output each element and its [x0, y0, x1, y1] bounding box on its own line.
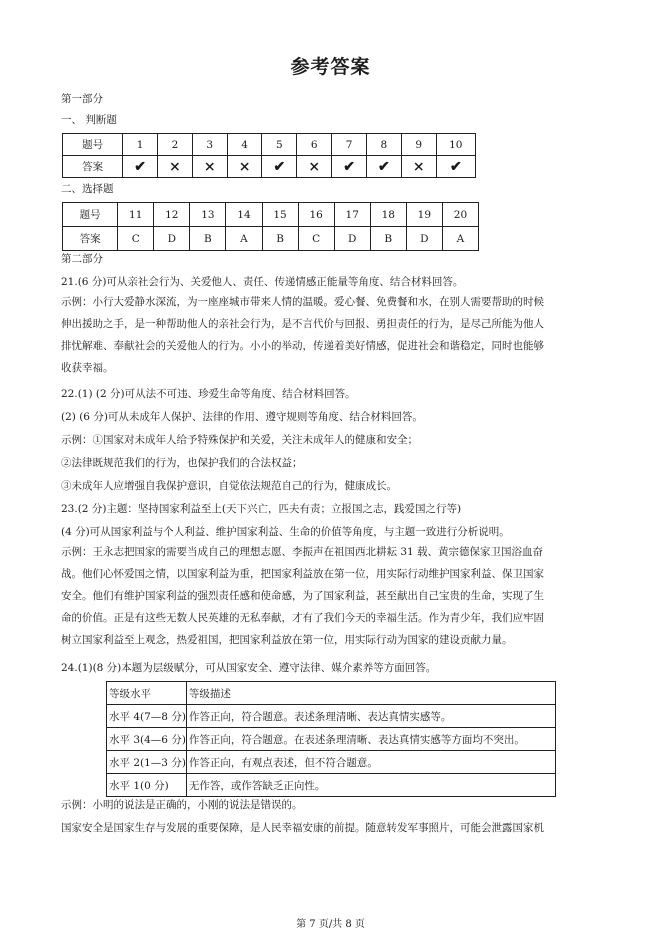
q23-line2: (4 分)可从国家利益与个人利益、维护国家利益、生命的价值等角度，与主题一致进行分析说明。: [61, 526, 510, 538]
table-row: [107, 774, 556, 797]
text-line: 安全。他们有维护国家利益的强烈责任感和使命感，为了国家利益，甚至献出自己宝贵的生命，实现了生: [61, 590, 544, 602]
answer-mark: ✔: [332, 156, 367, 178]
level-cell: 水平 2(1—3 分): [107, 751, 187, 774]
question-number: 16: [298, 203, 334, 227]
answer-letter: A: [442, 227, 478, 251]
part1-heading: 第一部分: [61, 93, 103, 105]
answer-letter: C: [118, 227, 154, 251]
q21-prompt: 21.(6 分)可从亲社会行为、关爱他人、责任、传递情感正能量等角度、结合材料回答。: [61, 276, 464, 288]
q23-line1: 23.(2 分)主题：坚持国家利益至上(天下兴亡，匹夫有责；立报国之志，践爱国之行等): [61, 503, 462, 515]
text-line: 排忧解难、奉献社会的关爱他人的行为。小小的举动，传递着美好情感，促进社会和谐稳定，同时也能够: [61, 340, 544, 352]
table-row: [107, 682, 556, 705]
level-cell: 水平 1(0 分): [107, 774, 187, 797]
judge-answer-table: [62, 133, 476, 178]
page-title: 参考答案: [290, 56, 371, 78]
q22-line1: 22.(1) (2 分)可从法不可违、珍爱生命等角度、结合材料回答。: [61, 388, 356, 400]
answer-mark: ✔: [123, 156, 158, 178]
level-cell: 水平 4(7—8 分): [107, 705, 187, 728]
row-label: 答案: [63, 156, 123, 178]
answer-letter: C: [298, 227, 334, 251]
answer-mark: ✔: [366, 156, 401, 178]
text-line: 收获幸福。: [61, 362, 114, 374]
description-cell: 作答正向，符合题意。在表述条理清晰、表达真情实感等方面均不突出。: [186, 728, 555, 751]
answer-mark: ✔: [262, 156, 297, 178]
question-number: 15: [262, 203, 298, 227]
question-number: 2: [158, 134, 193, 156]
part2-heading: 第二部分: [61, 253, 103, 265]
question-number: 9: [401, 134, 436, 156]
table-row: [63, 134, 476, 156]
answer-mark: ×: [227, 156, 262, 178]
q22-point2: ②法律既规范我们的行为，也保护我们的合法权益；: [61, 457, 303, 469]
text-line: 伸出援助之手，是一种帮助他人的亲社会行为，是不言代价与回报、勇担责任的行为，是尽己所能为他人: [61, 318, 544, 330]
question-number: 8: [366, 134, 401, 156]
q22-line2: (2) (6 分)可从未成年人保护、法律的作用、遵守规则等角度、结合材料回答。: [61, 411, 423, 423]
text-line: 战。他们心怀爱国之情，以国家利益为重，把国家利益放在第一位，用实际行动维护国家利益、保卫国家: [61, 568, 544, 580]
table-row: [107, 705, 556, 728]
text-line: 命的价值。正是有这些无数人民英雄的无私奉献，才有了我们今天的幸福生活。作为青少年，我们应牢固: [61, 612, 544, 624]
table-row: [63, 156, 476, 178]
answer-letter: D: [334, 227, 370, 251]
table-header: 等级水平: [107, 682, 187, 705]
answer-mark: ×: [297, 156, 332, 178]
question-number: 18: [370, 203, 406, 227]
table-row: [107, 751, 556, 774]
page-number: 第 7 页/共 8 页: [296, 919, 365, 930]
question-number: 14: [226, 203, 262, 227]
answer-letter: B: [190, 227, 226, 251]
table-header: 等级描述: [186, 682, 555, 705]
row-label: 题号: [63, 134, 123, 156]
q21-example: [61, 291, 601, 379]
text-line: 示例：小行大爱静水深流，为一座座城市带来人情的温暖。爱心餐、免费餐和水，在别人需要帮助的时候: [61, 296, 544, 308]
question-number: 19: [406, 203, 442, 227]
question-number: 13: [190, 203, 226, 227]
answer-letter: A: [226, 227, 262, 251]
q22-example: 示例：①国家对未成年人给予特殊保护和关爱，关注未成年人的健康和安全；: [61, 434, 418, 446]
level-scoring-table: [106, 681, 556, 797]
q24-line1: 24.(1)(8 分)本题为层级赋分，可从国家安全、遵守法律、媒介素养等方面回答。: [61, 662, 437, 674]
question-number: 1: [123, 134, 158, 156]
q23-example: [61, 541, 601, 651]
question-number: 20: [442, 203, 478, 227]
answer-letter: B: [262, 227, 298, 251]
question-number: 4: [227, 134, 262, 156]
answer-mark: ×: [158, 156, 193, 178]
question-number: 12: [154, 203, 190, 227]
description-cell: 作答正向，有观点表述，但不符合题意。: [186, 751, 555, 774]
answer-letter: D: [406, 227, 442, 251]
description-cell: 无作答，或作答缺乏正向性。: [186, 774, 555, 797]
question-number: 11: [118, 203, 154, 227]
row-label: 答案: [63, 227, 118, 251]
q22-point3: ③未成年人应增强自我保护意识，自觉依法规范自己的行为，健康成长。: [61, 480, 397, 492]
question-number: 5: [262, 134, 297, 156]
table-row: [107, 728, 556, 751]
table-row: [63, 203, 479, 227]
q24-answer-line: 国家安全是国家生存与发展的重要保障，是人民幸福安康的前提。随意转发军事照片，可能会泄露国家机: [61, 822, 544, 834]
answer-letter: B: [370, 227, 406, 251]
description-cell: 作答正向，符合题意。表述条理清晰、表达真情实感等。: [186, 705, 555, 728]
question-number: 6: [297, 134, 332, 156]
answer-letter: D: [154, 227, 190, 251]
question-number: 17: [334, 203, 370, 227]
answer-mark: ×: [401, 156, 436, 178]
question-number: 3: [192, 134, 227, 156]
text-line: 树立国家利益至上观念，热爱祖国，把国家利益放在第一位，用实际行动为国家的建设贡献力量。: [61, 634, 513, 646]
choice-answer-table: [62, 202, 479, 251]
choice-heading: 二、选择题: [61, 183, 114, 195]
q24-example: 示例：小明的说法是正确的，小刚的说法是错误的。: [61, 799, 303, 811]
judge-heading: 一、 判断题: [61, 114, 117, 126]
answer-mark: ✔: [436, 156, 475, 178]
question-number: 7: [332, 134, 367, 156]
row-label: 题号: [63, 203, 118, 227]
level-cell: 水平 3(4—6 分): [107, 728, 187, 751]
question-number: 10: [436, 134, 475, 156]
answer-mark: ×: [192, 156, 227, 178]
table-row: [63, 227, 479, 251]
text-line: 示例：王永志把国家的需要当成自己的理想志愿、李振声在祖国西北耕耘 31 载、黄宗德保家卫国浴血奋: [61, 546, 544, 558]
